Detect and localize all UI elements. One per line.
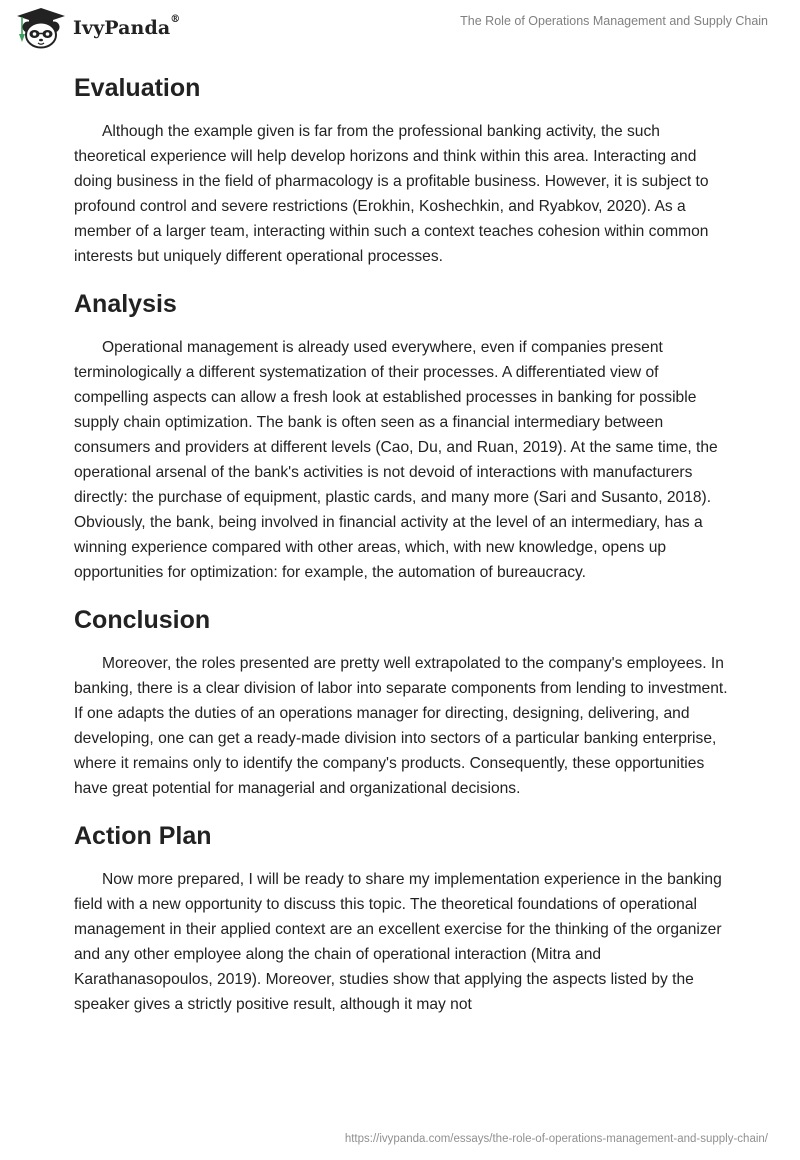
section-evaluation [74,70,734,269]
section-heading: Analysis [74,290,177,318]
logo-text: IvyPanda® [73,14,181,39]
essay-content [74,70,734,1034]
source-url-link[interactable]: https://ivypanda.com/essays/the-role-of-operations-management-and-supply-chain/ [344,1133,768,1145]
ivypanda-logo[interactable] [14,7,180,49]
section-action-plan [74,818,734,1017]
section-analysis [74,286,734,585]
section-paragraph: Operational management is already used everywhere, even if companies present terminologically a different systematization of their processes. A differentiated view of compelling aspects can allow a fresh look at established processes in banking for possible supply chain optimization. The bank is often seen as a financial intermediary between consumers and providers at different levels (Cao, Du, and Ruan, 2019). At the same time, the operational arsenal of the bank's activities is not devoid of interactions with manufacturers directly: the purchase of equipment, plastic cards, and many more (Sari and Susanto, 2018). Obviously, the bank, being involved in financial activity at the level of an intermediary, has a winning experience compared with other areas, which, with new knowledge, opens up opportunities for optimization: for example, the automation of bureaucracy. [74,339,718,581]
section-paragraph: Moreover, the roles presented are pretty well extrapolated to the company's employees. In banking, there is a clear division of labor into separate components from lending to investment. If one adapts the duties of an operations manager for directing, designing, delivering, and developing, one can get a ready-made division into sectors of a particular banking enterprise, where it remains only to identify the company's products. Consequently, these opportunities have great potential for managerial and organizational decisions. [74,655,728,797]
panda-graduation-cap-icon [14,7,68,49]
section-heading: Conclusion [74,606,211,634]
section-conclusion [74,602,734,801]
section-paragraph: Now more prepared, I will be ready to share my implementation experience in the banking field with a new opportunity to discuss this topic. The theoretical foundations of operational management in their applied context are an excellent exercise for the thinking of the organizer and any other employee along the chain of operational interaction (Mitra and Karathanasopoulos, 2019). Moreover, studies show that applying the aspects listed by the speaker gives a strictly positive result, although it may not [74,871,722,1013]
document-title: The Role of Operations Management and Supply Chain [460,14,768,28]
page-header [0,0,800,60]
section-heading: Evaluation [74,74,201,102]
section-heading: Action Plan [74,822,212,850]
section-paragraph: Although the example given is far from the professional banking activity, the such theoretical experience will help develop horizons and think within this area. Interacting and doing business in the field of pharmacology is a profitable business. However, it is subject to profound control and severe restrictions (Erokhin, Koshechkin, and Ryabkov, 2020). As a member of a larger team, interacting within such a context teaches cohesion within common interests but uniquely different operational processes. [74,123,709,265]
